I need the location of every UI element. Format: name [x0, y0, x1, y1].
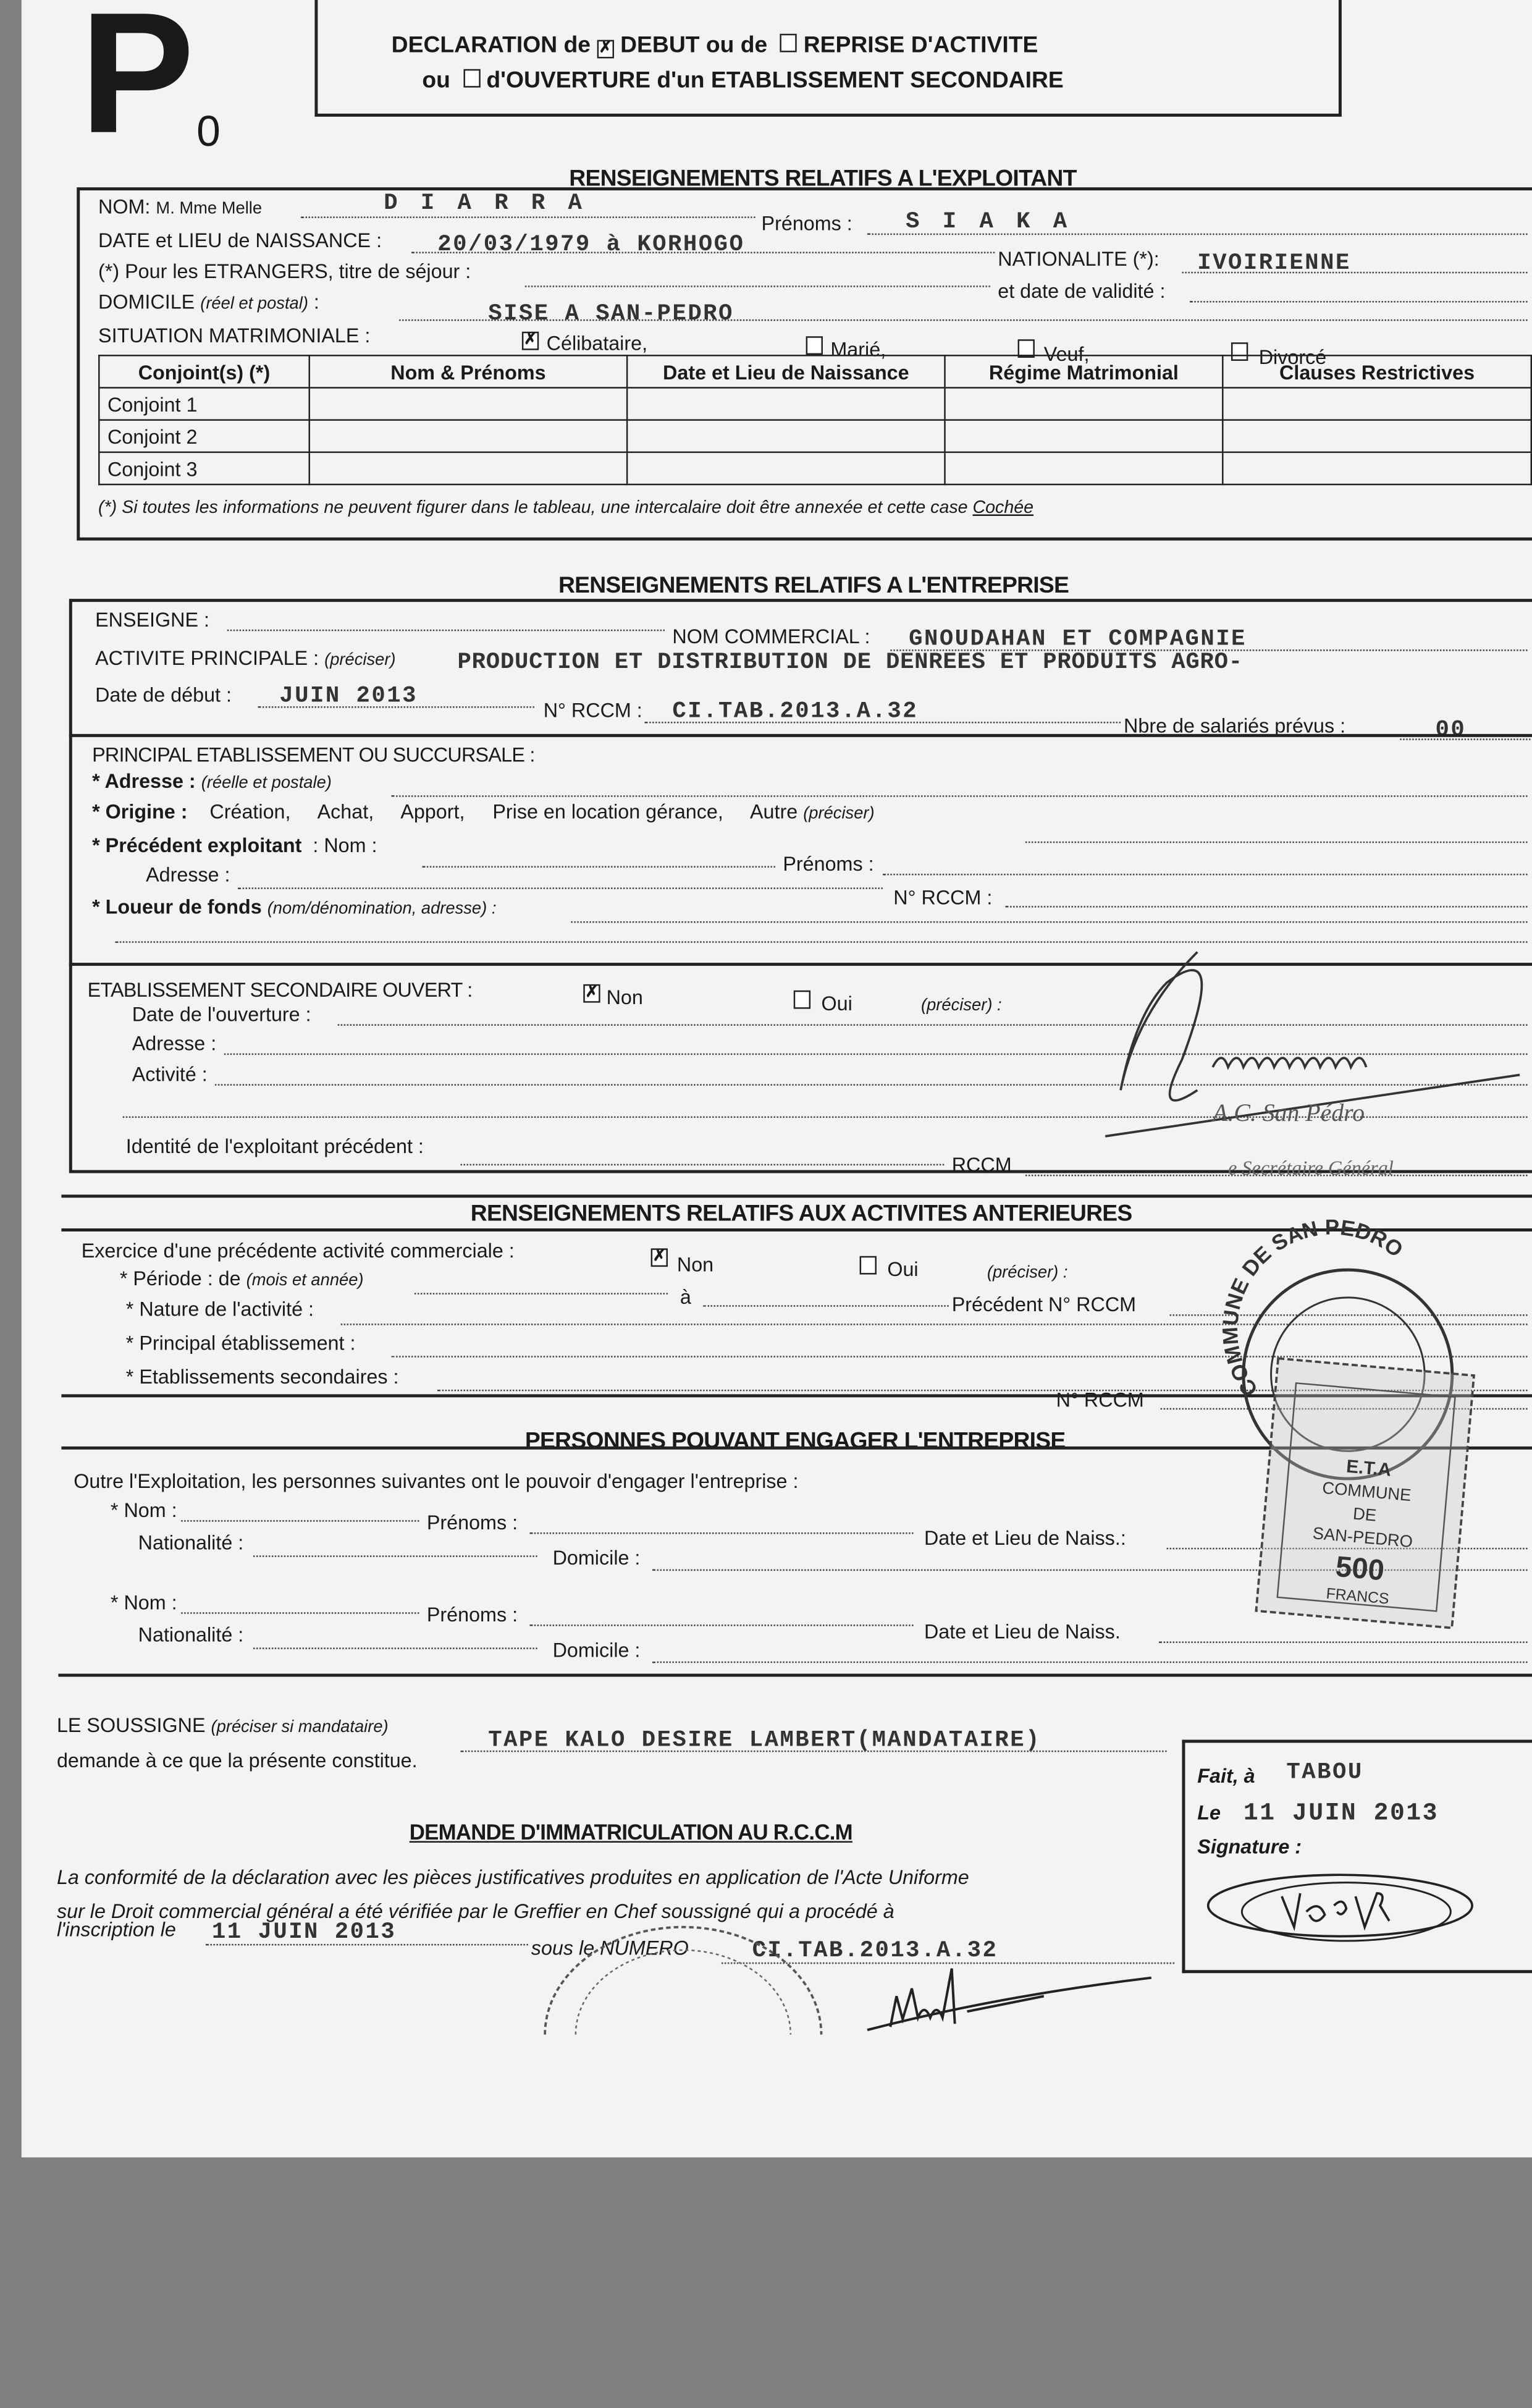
- periode-label: [120, 1269, 364, 1290]
- signature-label: Signature :: [1197, 1835, 1302, 1858]
- origine-creation: Création,: [209, 800, 291, 823]
- activite-label: [95, 648, 395, 670]
- p1-nationalite-label: Nationalité :: [138, 1531, 244, 1554]
- nom-field-line: [301, 216, 755, 218]
- svg-text:A.C. San Pédro: A.C. San Pédro: [1213, 1099, 1365, 1127]
- precedent-rccm-field-line: [1006, 906, 1528, 907]
- rccm-value[interactable]: CI.TAB.2013.A.32: [672, 698, 919, 725]
- soussigne-hint: (préciser si mandataire): [211, 1718, 389, 1737]
- precedent-nom-label: : Nom :: [313, 834, 377, 857]
- precedent-adresse-label: Adresse :: [146, 863, 230, 886]
- ouverture-label: d'OUVERTURE d'un ETABLISSEMENT SECONDAIRE: [486, 67, 1064, 94]
- marie-label: Marié,: [830, 337, 886, 361]
- p2-prenoms-field-line: [529, 1624, 913, 1626]
- inscription-date-value[interactable]: 11 JUIN 2013: [211, 1919, 397, 1946]
- table-cell[interactable]: [1223, 420, 1531, 452]
- periode-label-text: * Période : de: [119, 1267, 241, 1290]
- divider: [69, 734, 1532, 737]
- naissance-label: DATE et LIEU de NAISSANCE :: [98, 229, 382, 252]
- table-row: [99, 452, 1531, 484]
- debut-checkbox[interactable]: ✗: [597, 40, 613, 59]
- loueur-label: * Loueur de fonds: [92, 895, 262, 919]
- reprise-checkbox[interactable]: [780, 34, 797, 53]
- p2-naiss-field-line: [1159, 1641, 1527, 1642]
- small-mark: 0: [196, 107, 221, 155]
- p1-domicile-label: Domicile :: [552, 1546, 641, 1569]
- periode-a-label: à: [680, 1285, 691, 1309]
- precedent-row: [92, 835, 377, 855]
- origine-row: [92, 801, 875, 823]
- table-cell[interactable]: [1223, 387, 1531, 420]
- activite-hint: (préciser): [324, 651, 396, 670]
- col-date-lieu: Date et Lieu de Naissance: [627, 355, 945, 387]
- conjoints-table: [98, 355, 1532, 485]
- table-cell[interactable]: [309, 420, 627, 452]
- periode-a-field-line: [703, 1305, 949, 1306]
- p1-nom-field-line: [181, 1520, 419, 1521]
- ou-label: ou: [422, 67, 450, 94]
- domicile-label: DOMICILE (réel et postal) :: [98, 290, 319, 313]
- precedent-prenoms-label: Prénoms :: [783, 852, 874, 876]
- le-value[interactable]: 11 JUIN 2013: [1243, 1799, 1439, 1828]
- fiscal-line: E.T.A: [1345, 1456, 1392, 1481]
- validite-field-line: [1190, 301, 1528, 302]
- domicile-value[interactable]: SISE A SAN-PEDRO: [488, 301, 734, 327]
- row-label: Conjoint 3: [99, 452, 309, 484]
- fiscal-value: 500: [1334, 1550, 1386, 1587]
- p2-domicile-field-line: [652, 1662, 1527, 1663]
- debut-label: DEBUT ou de: [620, 32, 768, 59]
- demande-line3-label: l'inscription le: [56, 1917, 176, 1941]
- p2-nationalite-label: Nationalité :: [138, 1623, 244, 1646]
- secondaire-hint: (préciser) :: [920, 996, 1002, 1015]
- row-label: Conjoint 2: [99, 420, 309, 452]
- anterieures-hint: (préciser) :: [987, 1264, 1068, 1282]
- naissance-value[interactable]: 20/03/1979 à KORHOGO: [437, 232, 745, 258]
- p1-prenoms-label: Prénoms :: [426, 1511, 518, 1534]
- adresse-field-line: [392, 795, 1528, 796]
- identite-field-line: [460, 1164, 944, 1165]
- numero-value[interactable]: CI.TAB.2013.A.32: [752, 1938, 998, 1964]
- anterieures-non-checkbox[interactable]: ✗: [651, 1248, 668, 1267]
- secondaire-title: ETABLISSEMENT SECONDAIRE OUVERT :: [87, 978, 473, 1002]
- mandataire-signature: [1205, 1865, 1481, 1950]
- periode-de-field-line: [415, 1293, 668, 1294]
- anterieures-non-label: Non: [676, 1253, 714, 1277]
- p1-nom-label: * Nom :: [110, 1498, 177, 1522]
- secondaires-label: * Etablissements secondaires :: [125, 1365, 399, 1388]
- etrangers-label: (*) Pour les ETRANGERS, titre de séjour :: [98, 259, 471, 283]
- declaration-line2: [422, 69, 1063, 92]
- loueur-row: [92, 897, 496, 918]
- salaries-value[interactable]: 00: [1435, 717, 1467, 743]
- secondaire-oui-checkbox[interactable]: [794, 991, 810, 1009]
- soussigne-line2: demande à ce que la présente constitue.: [56, 1749, 418, 1772]
- demande-title: DEMANDE D'IMMATRICULATION AU R.C.C.M: [409, 1819, 852, 1844]
- fiscal-line: SAN-PEDRO: [1311, 1523, 1414, 1552]
- p2-nom-label: * Nom :: [110, 1591, 177, 1614]
- origine-field-line: [1025, 842, 1528, 843]
- secretary-signature: [1105, 921, 1532, 1190]
- footnote-cochee: Cochée: [972, 499, 1034, 518]
- prenoms-value[interactable]: S I A K A: [906, 208, 1072, 235]
- col-conjoints: Conjoint(s) (*): [99, 355, 309, 387]
- conjoints-footnote: [98, 501, 1033, 518]
- secondaire-non-checkbox[interactable]: ✗: [583, 984, 600, 1003]
- p2-nom-field-line: [181, 1612, 419, 1613]
- col-nom-prenoms: Nom & Prénoms: [309, 355, 627, 387]
- demande-line1: La conformité de la déclaration avec les pièces justificatives produites en application de l'Acte Uniforme: [56, 1865, 969, 1889]
- personnes-intro: Outre l'Exploitation, les personnes suivantes ont le pouvoir d'engager l'entreprise :: [74, 1469, 799, 1493]
- principal-title: PRINCIPAL ETABLISSEMENT OU SUCCURSALE :: [92, 743, 535, 767]
- precedent-rccm-ant-label: Précédent N° RCCM: [951, 1293, 1137, 1316]
- divider: [58, 1674, 1532, 1677]
- fiscal-currency: FRANCS: [1325, 1585, 1390, 1608]
- p1-nationalite-field-line: [253, 1555, 537, 1557]
- col-regime: Régime Matrimonial: [945, 355, 1223, 387]
- principal-etab-label: * Principal établissement :: [125, 1331, 356, 1354]
- p2-naiss-label: Date et Lieu de Naiss.: [924, 1620, 1121, 1643]
- nationalite-label: NATIONALITE (*):: [998, 247, 1160, 271]
- date-debut-value[interactable]: JUIN 2013: [279, 683, 418, 710]
- adresse-label: [92, 771, 332, 792]
- table-cell[interactable]: [627, 452, 945, 484]
- enseigne-field-line: [227, 630, 665, 631]
- table-row: [99, 420, 1531, 452]
- section-title-personnes: PERSONNES POUVANT ENGAGER L'ENTREPRISE: [524, 1428, 1066, 1455]
- table-row: [99, 387, 1531, 420]
- soussigne-label-text: LE SOUSSIGNE: [56, 1713, 206, 1737]
- nom-label: [98, 196, 262, 218]
- fait-value[interactable]: TABOU: [1286, 1759, 1363, 1786]
- nom-label-text: NOM:: [98, 195, 151, 218]
- table-cell[interactable]: [627, 387, 945, 420]
- table-cell[interactable]: [627, 420, 945, 452]
- enseigne-label: ENSEIGNE :: [95, 608, 210, 632]
- section-title-entreprise: RENSEIGNEMENTS RELATIFS A L'ENTREPRISE: [558, 572, 1069, 599]
- origine-label: * Origine :: [92, 800, 188, 823]
- divorce-label: Divorcé: [1258, 345, 1327, 369]
- table-cell[interactable]: [945, 452, 1223, 484]
- nom-commercial-value[interactable]: GNOUDAHAN ET COMPAGNIE: [909, 626, 1247, 653]
- nature-label: * Nature de l'activité :: [125, 1297, 314, 1321]
- declaration-line1: [392, 34, 1038, 59]
- civilite-label: M. Mme Melle: [156, 200, 263, 218]
- anterieures-oui-checkbox[interactable]: [860, 1256, 877, 1275]
- fiscal-line: COMMUNE: [1321, 1477, 1412, 1505]
- p1-prenoms-field-line: [529, 1532, 913, 1534]
- p2-nationalite-field-line: [253, 1647, 537, 1649]
- section-title-exploitant: RENSEIGNEMENTS RELATIFS A L'EXPLOITANT: [569, 166, 1077, 192]
- declaration-prefix: DECLARATION de: [391, 32, 591, 59]
- domicile-label-text: DOMICILE: [98, 290, 195, 313]
- table-cell[interactable]: [1223, 452, 1531, 484]
- anterieures-oui-label: Oui: [887, 1257, 919, 1281]
- table-cell[interactable]: [309, 387, 627, 420]
- secondaire-non-label: Non: [606, 986, 643, 1009]
- activite-label-text: ACTIVITE PRINCIPALE :: [95, 646, 319, 670]
- footnote-text: (*) Si toutes les informations ne peuvent figurer dans le tableau, une intercalaire doit être annexée et cette case: [98, 499, 968, 518]
- precedent-rccm-label: N° RCCM :: [893, 885, 993, 910]
- prenoms-label: Prénoms :: [761, 211, 852, 235]
- reprise-label: REPRISE D'ACTIVITE: [803, 32, 1038, 59]
- sec-adresse-label: Adresse :: [132, 1031, 217, 1055]
- nom-commercial-label: NOM COMMERCIAL :: [672, 625, 870, 648]
- precedent-nom-field-line: [422, 866, 775, 868]
- adresse-label-text: * Adresse :: [92, 769, 196, 793]
- origine-achat: Achat,: [317, 800, 374, 823]
- fait-label: Fait, à: [1197, 1764, 1255, 1788]
- salaries-label: Nbre de salariés prévus :: [1124, 714, 1346, 737]
- greffier-signature: [860, 1950, 1167, 2042]
- origine-location: Prise en location gérance,: [492, 800, 723, 823]
- ouverture-label: Date de l'ouverture :: [132, 1002, 311, 1026]
- anterieures-rccm-label: N° RCCM: [1056, 1388, 1144, 1411]
- nom-value[interactable]: D I A R R A: [384, 190, 587, 217]
- demande-line2: sur le Droit commercial général a été vérifiée par le Greffier en Chef soussigné qui a procédé à: [56, 1899, 894, 1923]
- le-label: Le: [1197, 1801, 1221, 1825]
- domicile-hint: (réel et postal): [200, 295, 308, 313]
- p2-prenoms-label: Prénoms :: [426, 1603, 518, 1626]
- soussigne-value[interactable]: TAPE KALO DESIRE LAMBERT(MANDATAIRE): [488, 1727, 1041, 1754]
- p2-domicile-label: Domicile :: [552, 1638, 641, 1662]
- nationalite-value[interactable]: IVOIRIENNE: [1197, 250, 1351, 277]
- divider: [61, 1194, 1532, 1198]
- identite-label: Identité de l'exploitant précédent :: [125, 1134, 424, 1158]
- origine-apport: Apport,: [400, 800, 465, 823]
- date-debut-label: Date de début :: [95, 683, 232, 707]
- svg-text:e Secrétaire Général: e Secrétaire Général: [1227, 1157, 1394, 1180]
- section-title-anterieures: RENSEIGNEMENTS RELATIFS AUX ACTIVITES ANTERIEURES: [470, 1201, 1132, 1227]
- rccm-label: N° RCCM :: [543, 698, 642, 722]
- situation-label: SITUATION MATRIMONIALE :: [98, 324, 371, 347]
- loueur-hint: (nom/dénomination, adresse) :: [267, 900, 497, 919]
- col-clauses: Clauses Restrictives: [1223, 355, 1531, 387]
- marie-checkbox[interactable]: [806, 336, 823, 355]
- table-header-row: [99, 355, 1531, 387]
- ouverture-checkbox[interactable]: [463, 69, 480, 88]
- precedent-adresse-field-line: [238, 887, 883, 889]
- exercice-label: Exercice d'une précédente activité commerciale :: [81, 1239, 515, 1262]
- table-cell[interactable]: [945, 387, 1223, 420]
- table-cell[interactable]: [309, 452, 627, 484]
- veuf-label: Veuf,: [1043, 342, 1090, 366]
- p1-naiss-label: Date et Lieu de Naiss.:: [924, 1526, 1126, 1550]
- precedent-prenoms-field-line: [883, 874, 1528, 875]
- numero-label: sous le NUMERO: [531, 1936, 689, 1959]
- celibataire-label: Célibataire,: [546, 331, 648, 355]
- row-label: Conjoint 1: [99, 387, 309, 420]
- titre-sejour-field-line: [525, 285, 990, 287]
- sec-rccm-label: RCCM: [951, 1153, 1012, 1177]
- origine-hint: (préciser): [803, 805, 875, 823]
- adresse-hint: (réelle et postale): [201, 774, 332, 793]
- activite-value[interactable]: PRODUCTION ET DISTRIBUTION DE DENREES ET PRODUITS AGRO-: [457, 649, 1243, 676]
- origine-autre: Autre: [749, 800, 798, 823]
- sec-activite-label: Activité :: [132, 1062, 208, 1086]
- secondaire-oui-label: Oui: [821, 992, 852, 1015]
- table-cell[interactable]: [945, 420, 1223, 452]
- precedent-label: * Précédent exploitant: [92, 834, 302, 857]
- big-letter-p: P: [80, 0, 195, 169]
- greffe-seal: [529, 1912, 836, 2035]
- validite-label: et date de validité :: [998, 279, 1166, 303]
- celibataire-checkbox[interactable]: ✗: [522, 332, 539, 350]
- fiscal-line: DE: [1352, 1503, 1378, 1525]
- soussigne-label: [57, 1715, 389, 1737]
- periode-hint: (mois et année): [246, 1271, 364, 1290]
- commune-seal-and-fiscal-stamp: [1218, 1215, 1489, 1635]
- commune-seal-text: COMMUNE DE SAN PEDRO: [1218, 1215, 1407, 1401]
